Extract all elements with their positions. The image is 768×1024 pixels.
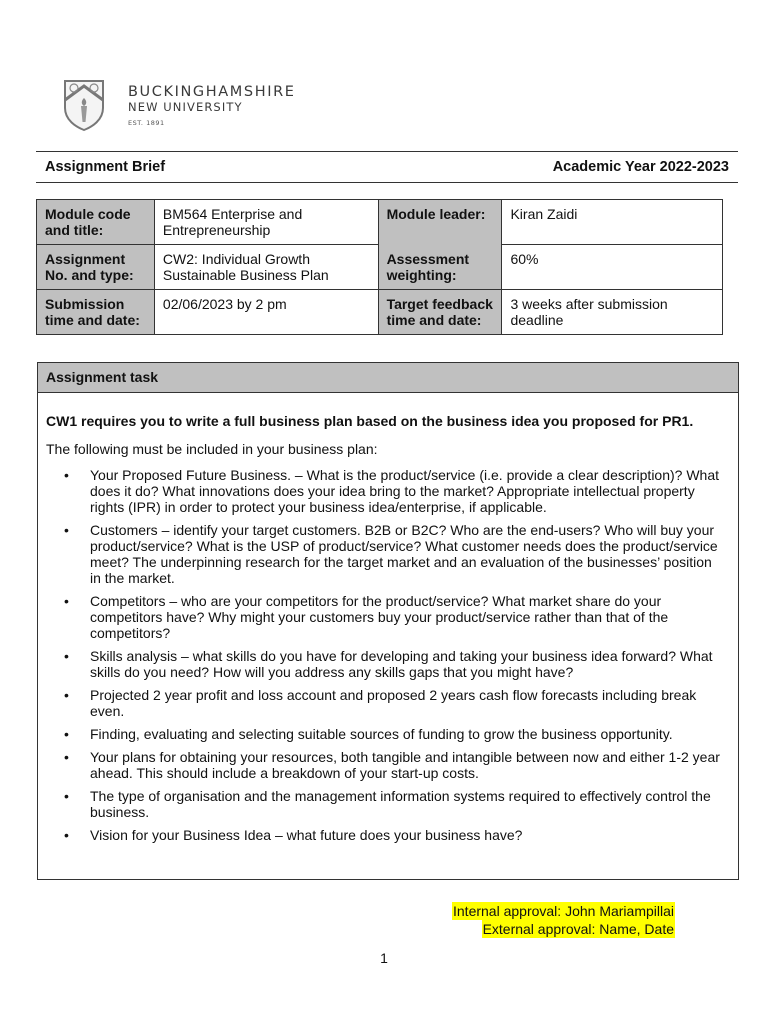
- assessment-weighting-label: Assessment weighting:: [378, 245, 502, 290]
- module-leader-value: Kiran Zaidi: [502, 200, 723, 245]
- assignment-task-box: [37, 362, 739, 880]
- list-item: • Your plans for obtaining your resources, both tangible and intangible between now and either 1-2 year ahead. This should include a breakdown of your start-up costs.: [64, 749, 720, 781]
- document-title: Assignment Brief: [45, 159, 166, 175]
- task-intro: The following must be included in your business plan:: [46, 441, 378, 457]
- bullet-icon: •: [64, 648, 69, 664]
- logo-established: EST. 1891: [128, 118, 165, 127]
- bullet-icon: •: [64, 749, 69, 765]
- list-item: • Projected 2 year profit and loss account and proposed 2 years cash flow forecasts including break even.: [64, 687, 697, 719]
- assignment-type-value: CW2: Individual Growth Sustainable Business Plan: [154, 245, 378, 290]
- table-row: [37, 290, 723, 335]
- feedback-label: Target feedback time and date:: [378, 290, 502, 335]
- bullet-icon: •: [64, 467, 69, 483]
- logo-name-line2: NEW UNIVERSITY: [128, 99, 243, 114]
- list-item: • Competitors – who are your competitors for the product/service? What market share do your competitors have? Why might your customers buy your product/service rather than that of the competitors?: [64, 593, 669, 641]
- bullet-icon: •: [64, 827, 69, 843]
- list-item: • Customers – identify your target customers. B2B or B2C? Who are the end-users? Who will buy your product/service? What is the USP of product/service? What customer needs does the product/service meet? The underpinning research for the target market and an evaluation of the businesses’ position in the market.: [64, 522, 718, 586]
- list-item: • Your Proposed Future Business. – What is the product/service (i.e. provide a clear description)? What does it do? What innovations does your idea bring to the market? Appropriate intellectual property rights (IPR) in order to protect your business idea/enterprise, if applicable.: [64, 467, 720, 515]
- assessment-weighting-value: 60%: [502, 245, 723, 290]
- approvals-block: [452, 902, 675, 938]
- page-number: 1: [380, 950, 388, 966]
- table-row: [37, 200, 723, 245]
- requirements-list: [46, 467, 730, 843]
- submission-label: Submission time and date:: [37, 290, 155, 335]
- task-lead-statement: CW1 requires you to write a full business plan based on the business idea you proposed for PR1.: [46, 413, 694, 429]
- brief-header-bar: [36, 151, 738, 183]
- module-leader-label: Module leader:: [378, 200, 502, 245]
- external-approval: External approval: Name, Date: [482, 921, 674, 937]
- bullet-icon: •: [64, 522, 69, 538]
- bullet-icon: •: [64, 726, 69, 742]
- feedback-value: 3 weeks after submission deadline: [502, 290, 723, 335]
- assignment-type-label: Assignment No. and type:: [37, 245, 155, 290]
- assignment-task-heading: Assignment task: [38, 363, 738, 393]
- bullet-icon: •: [64, 593, 69, 609]
- module-code-label: Module code and title:: [37, 200, 155, 245]
- submission-value: 02/06/2023 by 2 pm: [154, 290, 378, 335]
- logo-name-line1: BUCKINGHAMSHIRE: [128, 83, 296, 100]
- bullet-icon: •: [64, 687, 69, 703]
- table-row: [37, 245, 723, 290]
- list-item: • Vision for your Business Idea – what future does your business have?: [64, 827, 523, 843]
- university-logo: [62, 78, 296, 132]
- list-item: • Skills analysis – what skills do you have for developing and taking your business idea forward? What skills do you need? How will you address any skills gaps that you might have?: [64, 648, 713, 680]
- module-code-value: BM564 Enterprise and Entrepreneurship: [154, 200, 378, 245]
- internal-approval: Internal approval: John Mariampillai: [453, 903, 674, 919]
- module-info-table: [36, 199, 723, 335]
- university-crest-icon: [62, 78, 106, 132]
- list-item: • The type of organisation and the management information systems required to effectively control the business.: [64, 788, 711, 820]
- academic-year: Academic Year 2022-2023: [552, 159, 729, 175]
- list-item: • Finding, evaluating and selecting suitable sources of funding to grow the business opportunity.: [64, 726, 673, 742]
- bullet-icon: •: [64, 788, 69, 804]
